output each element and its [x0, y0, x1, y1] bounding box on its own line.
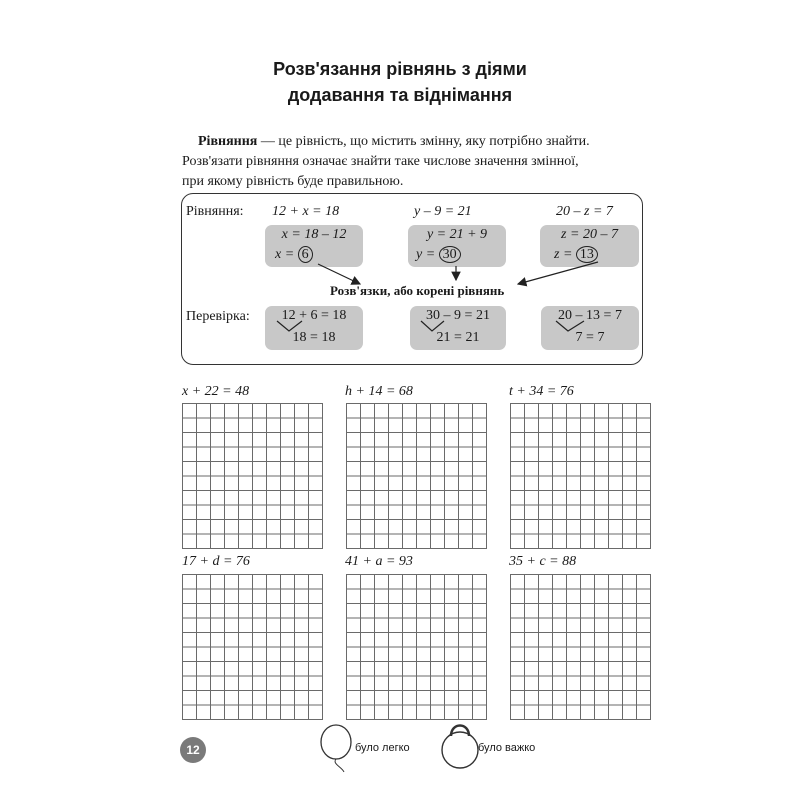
definition-term: Рівняння [198, 134, 258, 149]
intro-line-1-rest: — це рівність, що містить змінну, яку потрібно знайти. [257, 134, 590, 149]
root-circle-3: 13 [576, 246, 598, 263]
equation-2: y – 9 = 21 [414, 204, 472, 219]
exercise-5-label: 41 + a = 93 [345, 554, 413, 569]
exercise-2-label: h + 14 = 68 [345, 384, 413, 399]
check-label: Перевірка: [186, 309, 250, 324]
page-title-line-2: додавання та віднімання [287, 85, 513, 105]
exercise-4-label: 17 + d = 76 [182, 554, 250, 569]
check-1-line-1: 12 + 6 = 18 [281, 308, 347, 323]
answer-var-1: x = [275, 247, 295, 262]
check-2-line-1: 30 – 9 = 21 [426, 308, 490, 323]
page-number-badge: 12 [180, 737, 206, 763]
exercise-1-label: x + 22 = 48 [182, 384, 250, 399]
check-3-line-2: 7 = 7 [575, 330, 605, 345]
equation-1: 12 + x = 18 [272, 204, 340, 219]
root-circle-1: 6 [298, 246, 313, 263]
page-title-line-1: Розв'язання рівнянь з діями [273, 59, 527, 79]
easy-label: було легко [355, 742, 410, 754]
solve-step-1: x = 18 – 12 [281, 227, 347, 242]
equation-3: 20 – z = 7 [556, 204, 613, 219]
hard-label: було важко [478, 742, 536, 754]
answer-var-2: y = [416, 247, 436, 262]
equations-label: Рівняння: [186, 204, 244, 219]
intro-line-3: при якому рівність буде правильною. [182, 174, 404, 189]
answer-var-3: z = [554, 247, 573, 262]
root-circle-2: 30 [439, 246, 461, 263]
intro-line-2: Розв'язати рівняння означає знайти таке числове значення змінної, [182, 154, 579, 169]
solve-step-2: y = 21 + 9 [426, 227, 488, 242]
roots-label: Розв'язки, або корені рівнянь [330, 283, 505, 298]
exercise-6-label: 35 + c = 88 [509, 554, 577, 569]
exercise-3-label: t + 34 = 76 [509, 384, 574, 399]
check-2-line-2: 21 = 21 [436, 330, 480, 345]
check-3-line-1: 20 – 13 = 7 [558, 308, 622, 323]
solve-step-3: z = 20 – 7 [561, 227, 618, 242]
check-1-line-2: 18 = 18 [292, 330, 336, 345]
